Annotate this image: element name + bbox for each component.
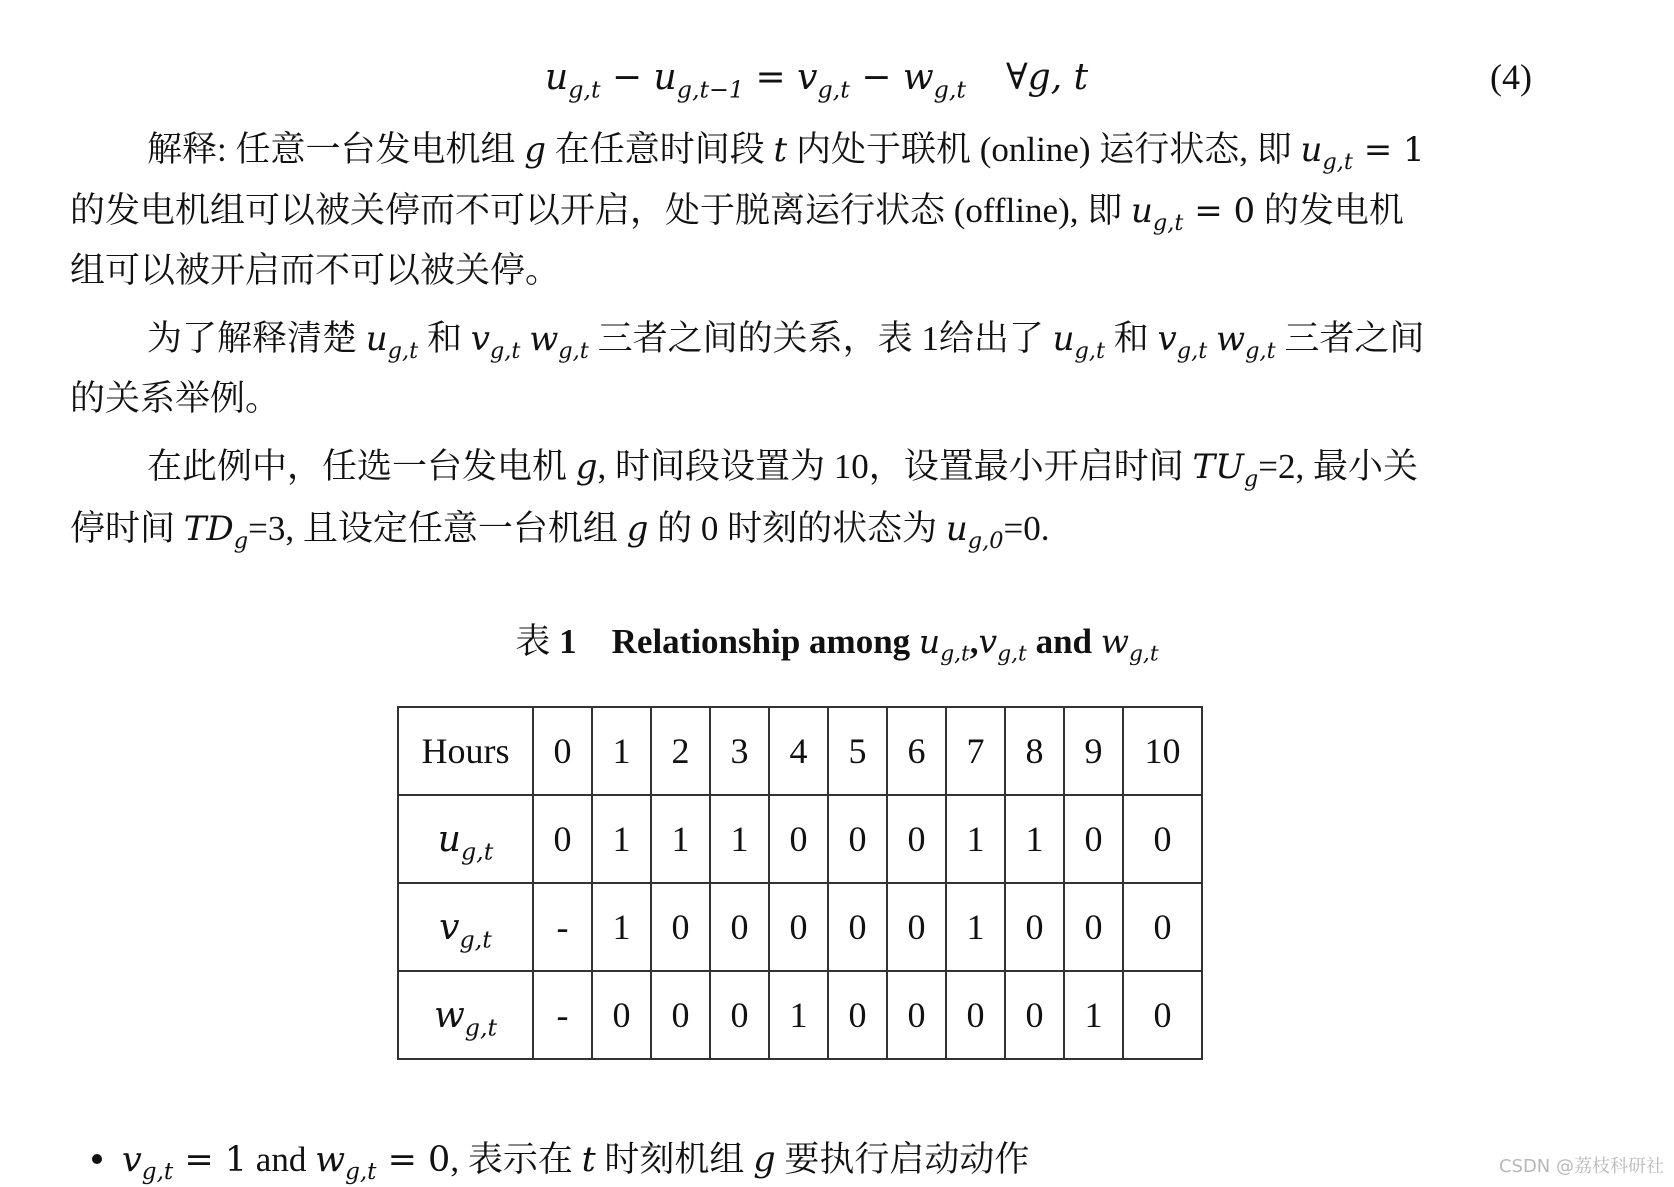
math-sub: g,t bbox=[940, 641, 970, 667]
math-sub: g,t bbox=[997, 641, 1027, 667]
equation-number: (4) bbox=[1490, 57, 1532, 97]
math-var: w bbox=[433, 995, 465, 1036]
math-var: u bbox=[1052, 319, 1075, 359]
math-u-g0 bbox=[945, 509, 1004, 554]
math-td-g bbox=[183, 509, 249, 554]
table-header-row bbox=[398, 707, 1202, 795]
math-u-gt bbox=[1052, 319, 1105, 364]
eq-var: u bbox=[545, 57, 569, 98]
text: 时刻机组 bbox=[595, 1140, 754, 1179]
eq-var: v bbox=[797, 57, 818, 98]
table-cell: 0 bbox=[651, 883, 710, 971]
math-sub: g bbox=[1243, 465, 1259, 492]
eq-sub: g,t bbox=[568, 75, 601, 104]
table-cell: 1 bbox=[1005, 795, 1064, 883]
math-sub: g,t bbox=[489, 337, 521, 364]
text: and bbox=[247, 1140, 316, 1179]
math-var: v bbox=[470, 319, 490, 359]
table-header-cell: 9 bbox=[1064, 707, 1123, 795]
math-sub: g,t bbox=[1176, 337, 1208, 364]
math-w-gt bbox=[433, 995, 498, 1042]
math-sub: g,t bbox=[1074, 337, 1105, 364]
eq-quantifier: ∀g, t bbox=[1005, 57, 1089, 98]
bullet-item bbox=[92, 1135, 1029, 1185]
text: 为了解释清楚 bbox=[147, 319, 366, 358]
text: , 表示在 bbox=[450, 1140, 582, 1179]
table-cell: 1 bbox=[592, 883, 651, 971]
text: 三者之间 bbox=[1275, 319, 1425, 358]
math-g: g bbox=[626, 509, 649, 549]
math-var: v bbox=[978, 622, 998, 661]
math-u-gt bbox=[365, 319, 419, 364]
table-row-label bbox=[398, 883, 533, 971]
text: 的关系举例。 bbox=[70, 379, 281, 418]
math-var: w bbox=[315, 1140, 346, 1180]
table-cell: 1 bbox=[651, 795, 710, 883]
text: =0. bbox=[1003, 509, 1050, 548]
caption-and: and bbox=[1026, 622, 1101, 661]
math-u-gt bbox=[1130, 191, 1256, 236]
math-var: u bbox=[1130, 191, 1153, 231]
math-var: TD bbox=[183, 509, 234, 549]
math-var: u bbox=[945, 509, 968, 549]
math-u-gt bbox=[918, 622, 970, 667]
math-sub: g,t bbox=[558, 337, 589, 364]
math-v-gt bbox=[439, 907, 492, 954]
math-var: v bbox=[439, 907, 460, 948]
table-cell: 1 bbox=[946, 883, 1005, 971]
table-cell: 1 bbox=[710, 795, 769, 883]
math-v-gt bbox=[470, 319, 521, 364]
table-header-cell: 7 bbox=[946, 707, 1005, 795]
table-cell: 0 bbox=[651, 971, 710, 1059]
math-sub: g,t bbox=[387, 337, 419, 364]
math-var: u bbox=[437, 819, 461, 860]
math-u-gt bbox=[437, 819, 494, 866]
eq-term-v bbox=[797, 57, 850, 104]
math-var: u bbox=[918, 622, 941, 661]
math-sub: g,t bbox=[464, 1013, 498, 1042]
math-rest: = 0 bbox=[376, 1140, 451, 1180]
math-var: u bbox=[1300, 130, 1323, 170]
table-cell: 0 bbox=[1123, 883, 1202, 971]
paragraph-2-line-2 bbox=[70, 374, 280, 424]
caption-label: 表 bbox=[515, 622, 560, 661]
math-w-gt bbox=[315, 1140, 451, 1186]
table-cell: 0 bbox=[710, 883, 769, 971]
math-rest: = 1 bbox=[1352, 130, 1425, 170]
table-cell: 0 bbox=[828, 971, 887, 1059]
table-row-w bbox=[398, 971, 1202, 1059]
paragraph-1-line-1 bbox=[147, 125, 1425, 175]
paragraph-3-line-1 bbox=[147, 442, 1418, 492]
table-cell: 0 bbox=[769, 883, 828, 971]
text: 三者之间的关系，表 1给出了 bbox=[588, 319, 1053, 358]
math-g: g bbox=[524, 130, 546, 170]
math-g: g bbox=[753, 1140, 776, 1180]
table-row-label bbox=[398, 971, 533, 1059]
table-cell: 0 bbox=[710, 971, 769, 1059]
table-cell: 0 bbox=[1005, 883, 1064, 971]
math-var: w bbox=[529, 319, 559, 359]
paragraph-1-line-3 bbox=[70, 246, 560, 296]
eq-sub: g,t−1 bbox=[676, 75, 745, 104]
table-header-cell: 1 bbox=[592, 707, 651, 795]
eq-term-w bbox=[902, 57, 966, 104]
table-header-cell: 8 bbox=[1005, 707, 1064, 795]
eq-var: u bbox=[653, 57, 677, 98]
math-sub: g,0 bbox=[967, 527, 1004, 554]
caption-title: Relationship among bbox=[576, 622, 919, 661]
table-cell: 0 bbox=[769, 795, 828, 883]
text: =3, 且设定任意一台机组 bbox=[248, 509, 627, 548]
eq-operator: = bbox=[744, 57, 798, 98]
table-cell: 0 bbox=[533, 795, 592, 883]
text: 解释: 任意一台发电机组 bbox=[147, 130, 525, 169]
table-cell: 1 bbox=[769, 971, 828, 1059]
math-u-gt bbox=[1300, 130, 1425, 175]
table-cell: 0 bbox=[1123, 795, 1202, 883]
caption-number: 1 bbox=[559, 622, 577, 661]
text: 在此例中，任选一台发电机 bbox=[147, 447, 576, 486]
paragraph-2-line-1 bbox=[147, 314, 1424, 364]
math-w-gt bbox=[1216, 319, 1276, 364]
text: 的发电机 bbox=[1255, 191, 1404, 230]
math-sub: g,t bbox=[1245, 337, 1276, 364]
math-g: g bbox=[575, 447, 598, 487]
table-cell: 0 bbox=[1123, 971, 1202, 1059]
math-sub: g,t bbox=[345, 1159, 377, 1186]
math-sub: g,t bbox=[1129, 641, 1159, 667]
math-sub: g,t bbox=[1152, 209, 1184, 236]
text: 的发电机组可以被关停而不可以开启，处于脱离运行状态 (offline), 即 bbox=[70, 191, 1131, 230]
math-sub: g,t bbox=[460, 837, 494, 866]
text: 停时间 bbox=[70, 509, 184, 548]
table-cell: 0 bbox=[828, 883, 887, 971]
text: 内处于联机 (online) 运行状态, 即 bbox=[787, 130, 1301, 169]
table-cell: 0 bbox=[887, 971, 946, 1059]
text: 要执行启动动作 bbox=[775, 1140, 1030, 1179]
math-sub: g,t bbox=[1322, 148, 1353, 175]
table-caption bbox=[0, 617, 1674, 667]
table-header-cell: 2 bbox=[651, 707, 710, 795]
table-row-label bbox=[398, 795, 533, 883]
table-header-cell: 3 bbox=[710, 707, 769, 795]
table-cell: 0 bbox=[1064, 795, 1123, 883]
math-var: w bbox=[1216, 319, 1246, 359]
table-cell: 1 bbox=[1064, 971, 1123, 1059]
math-var: v bbox=[122, 1140, 142, 1180]
text: , 时间段设置为 10，设置最小开启时间 bbox=[597, 447, 1193, 486]
math-v-gt bbox=[122, 1140, 248, 1186]
bullet-icon bbox=[92, 1154, 102, 1164]
math-rest: = 1 bbox=[173, 1140, 248, 1180]
paragraph-3-line-2 bbox=[70, 504, 1050, 554]
table-cell: 0 bbox=[1005, 971, 1064, 1059]
eq-sub: g,t bbox=[933, 75, 966, 104]
table-cell: 0 bbox=[592, 971, 651, 1059]
text: 的 0 时刻的状态为 bbox=[648, 509, 946, 548]
table-cell: 0 bbox=[887, 883, 946, 971]
equation-4 bbox=[0, 52, 1674, 102]
math-tu-g bbox=[1192, 447, 1259, 492]
math-var: w bbox=[1100, 622, 1129, 661]
eq-term-u-prev bbox=[653, 57, 745, 104]
table-cell: 0 bbox=[887, 795, 946, 883]
text: 和 bbox=[1105, 319, 1158, 358]
table-header-cell: 6 bbox=[887, 707, 946, 795]
table-cell: - bbox=[533, 971, 592, 1059]
eq-operator: − bbox=[600, 57, 654, 98]
math-rest: = 0 bbox=[1183, 191, 1256, 231]
eq-term-u bbox=[545, 57, 601, 104]
math-w-gt bbox=[529, 319, 589, 364]
math-v-gt bbox=[1157, 319, 1208, 364]
table-cell: 0 bbox=[828, 795, 887, 883]
math-var: v bbox=[1157, 319, 1177, 359]
eq-operator: − bbox=[849, 57, 903, 98]
math-t: t bbox=[773, 130, 788, 170]
table-header-cell: 0 bbox=[533, 707, 592, 795]
math-sub: g,t bbox=[141, 1159, 174, 1186]
math-var: TU bbox=[1192, 447, 1244, 487]
table-cell: 0 bbox=[1064, 883, 1123, 971]
caption-comma: , bbox=[969, 622, 979, 661]
table-header-cell: 4 bbox=[769, 707, 828, 795]
table-cell: - bbox=[533, 883, 592, 971]
table-header-cell: 10 bbox=[1123, 707, 1202, 795]
eq-sub: g,t bbox=[817, 75, 850, 104]
table-row-v bbox=[398, 883, 1202, 971]
table-cell: 1 bbox=[592, 795, 651, 883]
math-var: u bbox=[365, 319, 388, 359]
table-header-label: Hours bbox=[398, 707, 533, 795]
table-cell: 0 bbox=[946, 971, 1005, 1059]
equation-body bbox=[545, 52, 1088, 103]
text: 在任意时间段 bbox=[546, 130, 774, 169]
text: =2, 最小关 bbox=[1258, 447, 1419, 486]
math-t: t bbox=[581, 1140, 596, 1180]
watermark: CSDN @荔枝科研社 bbox=[1498, 1156, 1664, 1177]
math-sub: g bbox=[233, 527, 249, 554]
math-v-gt bbox=[978, 622, 1027, 667]
table-header-cell: 5 bbox=[828, 707, 887, 795]
math-w-gt bbox=[1100, 622, 1159, 667]
text: 和 bbox=[418, 319, 471, 358]
text: 组可以被开启而不可以被关停。 bbox=[70, 251, 561, 290]
table-cell: 1 bbox=[946, 795, 1005, 883]
math-sub: g,t bbox=[459, 925, 492, 954]
paragraph-1-line-2 bbox=[70, 186, 1404, 236]
relationship-table bbox=[397, 706, 1203, 1060]
table-row-u bbox=[398, 795, 1202, 883]
eq-var: w bbox=[902, 57, 934, 98]
